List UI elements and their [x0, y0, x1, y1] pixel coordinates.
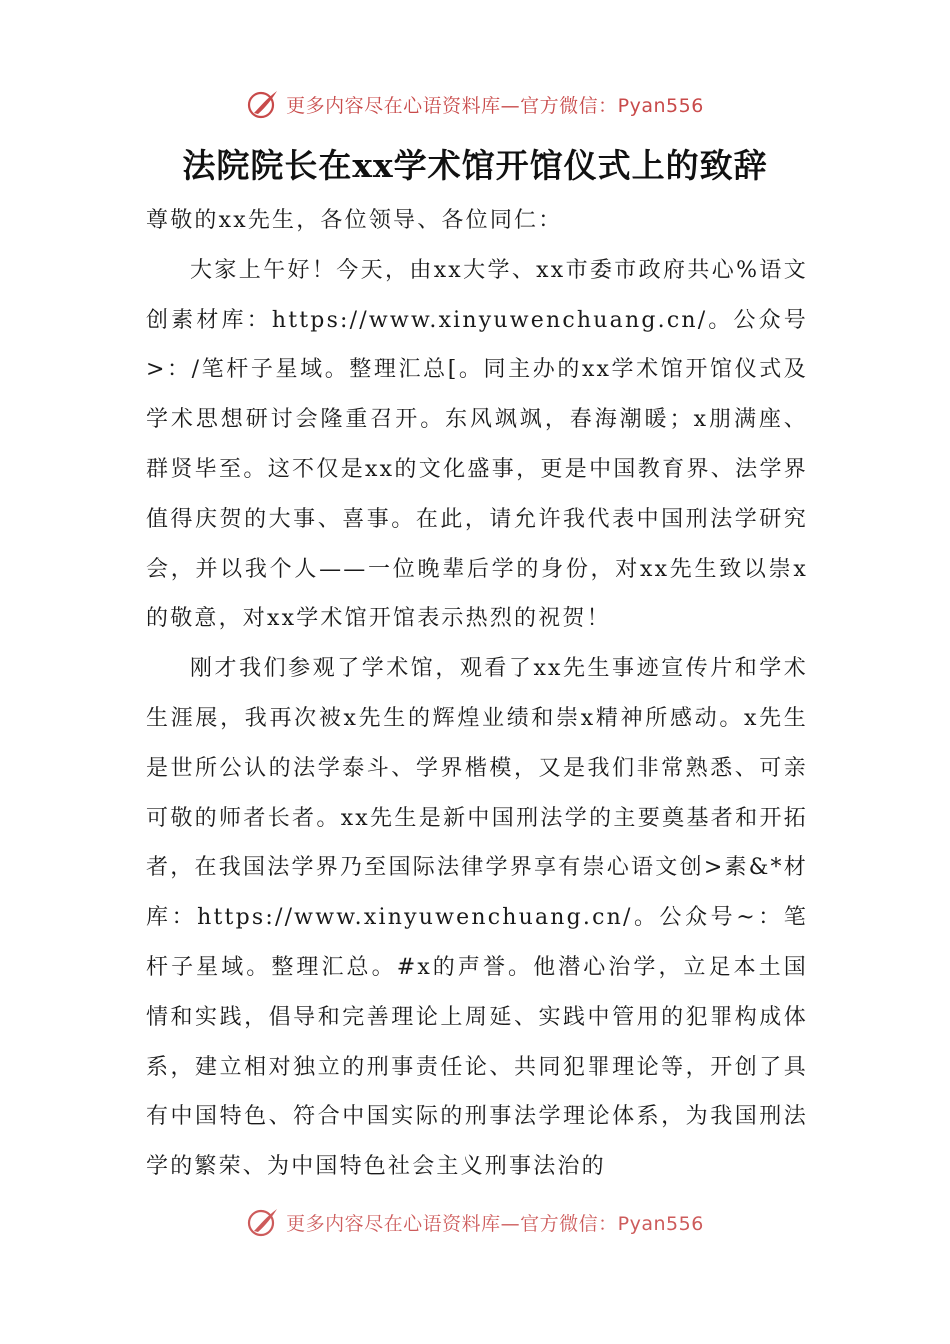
salutation: 尊敬的xx先生，各位领导、各位同仁：: [146, 208, 563, 233]
footer-watermark-banner: [0, 1204, 950, 1240]
footer-banner-text: 更多内容尽在心语资料库—官方微信：Pyan556: [286, 1212, 704, 1235]
quill-pen-logo-icon: [246, 87, 280, 121]
quill-pen-logo-icon: [246, 1205, 280, 1239]
header-watermark-banner: [0, 86, 950, 122]
document-title: 法院院长在xx学术馆开馆仪式上的致辞: [182, 146, 768, 185]
paragraph: 刚才我们参观了学术馆，观看了xx先生事迹宣传片和学术生涯展，我再次被x先生的辉煌业绩和崇x精神所感动。x先生是世所公认的法学泰斗、学界楷模，又是我们非常熟悉、可亲可敬的师者长者。xx先生是新中国刑法学的主要奠基者和开拓者，在我国法学界乃至国际法律学界享有崇心语文创>素&*材库：https://www.xinyuwenchuang.cn/。公众号~：笔杆子星域。整理汇总。#x的声誉。他潜心治学，立足本土国情和实践，倡导和完善理论上周延、实践中管用的犯罪构成体系，建立相对独立的刑事责任论、共同犯罪理论等，开创了具有中国特色、符合中国实际的刑事法学理论体系，为我国刑法学的繁荣、为中国特色社会主义刑事法治的: [146, 656, 808, 1180]
document-body: [146, 196, 808, 1192]
paragraph: 大家上午好！今天，由xx大学、xx市委市政府共心%语文创素材库：https://www.xinyuwenchuang.cn/。公众号>：/笔杆子星域。整理汇总[。同主办的xx学术馆开馆仪式及学术思想研讨会隆重召开。东风飒飒，春海潮暖；x朋满座、群贤毕至。这不仅是xx的文化盛事，更是中国教育界、法学界值得庆贺的大事、喜事。在此，请允许我代表中国刑法学研究会，并以我个人——一位晚辈后学的身份，对xx先生致以崇x的敬意，对xx学术馆开馆表示热烈的祝贺！: [146, 257, 808, 632]
header-banner-text: 更多内容尽在心语资料库—官方微信：Pyan556: [286, 94, 704, 117]
